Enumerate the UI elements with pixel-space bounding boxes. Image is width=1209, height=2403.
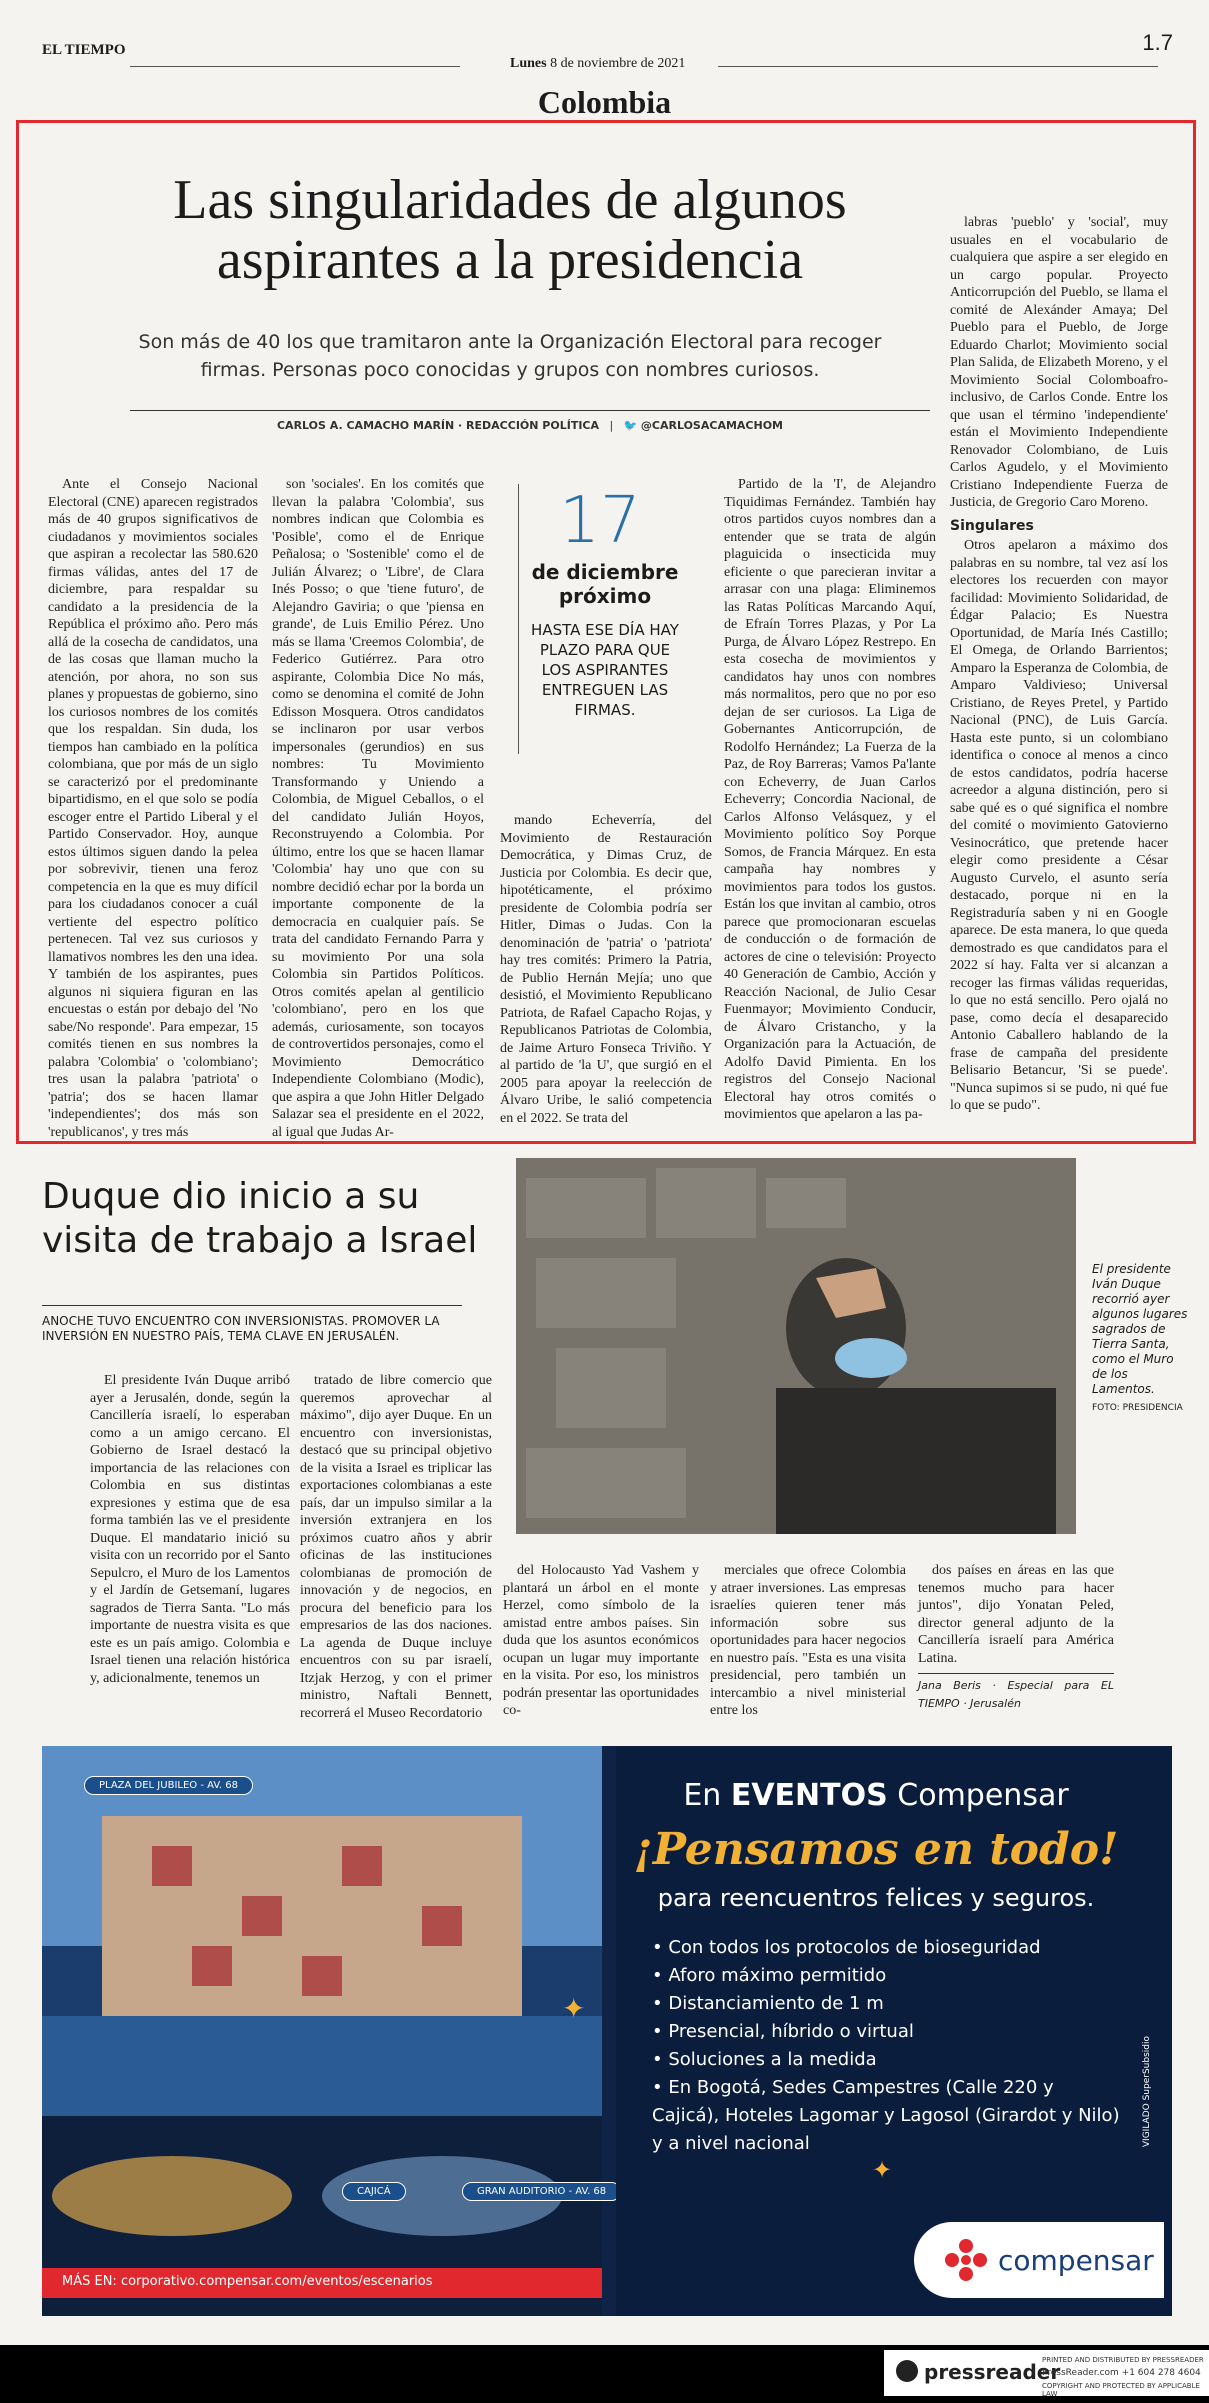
twitter-icon: 🐦: [623, 419, 638, 432]
ad-bullet: • Distanciamiento de 1 m: [652, 1993, 884, 2014]
venue-photo-collage: [42, 1746, 602, 2316]
issue-date: [510, 56, 685, 72]
pressreader-banner[interactable]: [884, 2350, 1209, 2396]
ad-bullet: • Aforo máximo permitido: [652, 1965, 887, 1986]
ad-bullet-list: [652, 1934, 1122, 2158]
article-dek: Son más de 40 los que tramitaron ante la Organización Electoral para recoger firmas. Personas poco conocidas y grupos con nombres curiosos.: [138, 331, 882, 381]
article2-column-2: tratado de libre comercio que queremos aprovechar al máximo", dijo ayer Duque. En un encuentro con inversionistas, destacó que su principal objetivo de la visita a Israel es triplicar las exportaciones colombianas a este país, dar un impulso similar a la inversión extranjera en los próximos cuatro años y abrir oficinas de las instituciones colombianas de promoción de innovación y de negocios, en procura del beneficio para los empresarios de las dos naciones. La agenda de Duque incluye encuentros con su par israelí, Itzjak Herzog, y con el primer ministro, Naftali Bennett, recorrerá el Museo Recordatorio: [300, 1373, 492, 1721]
article2-signature: Jana Beris · Especial para EL TIEMPO · Jerusalén: [918, 1673, 1114, 1712]
ad-bullet: • En Bogotá, Sedes Campestres (Calle 220 y Cajicá), Hoteles Lagomar y Lagosol (Girardot y Nilo) y a nivel nacional: [652, 2077, 1120, 2154]
section-title: Colombia: [537, 84, 672, 120]
article2-headline: Duque dio inicio a su visita de trabajo a Israel: [42, 1176, 478, 1261]
label-gran-auditorio: GRAN AUDITORIO - AV. 68: [462, 2182, 621, 2201]
photo-credit: FOTO: PRESIDENCIA: [1092, 1403, 1183, 1413]
more-info-link[interactable]: MÁS EN: corporativo.compensar.com/eventos/escenarios: [62, 2274, 433, 2289]
date-rest: 8 de noviembre de 2021: [550, 56, 686, 71]
article2-kicker: ANOCHE TUVO ENCUENTRO CON INVERSIONISTAS. PROMOVER LA INVERSIÓN EN NUESTRO PAÍS, TEMA CLAVE EN JERUSALÉN.: [42, 1305, 462, 1344]
news-photo: [516, 1158, 1076, 1534]
date-day: Lunes: [510, 56, 547, 71]
article-column-5: labras 'pueblo' y 'social', muy usuales en el vocabulario de cualquiera que aspire a ser elegido en un cargo popular. Proyecto Anticorrupción del Pueblo, se llama el comité de Alexánder Amaya; Del Pueblo para el Pueblo, de Jorge Eduardo Charlot; Movimiento social Plan Salida, de Elizabeth Moreno, y el Movimiento Social Colomboafro-inclusivo, de Carlos Conde. Entre los que usan el término 'independiente' están el Movimiento Independiente Renovador Colombiano, de Luis Carlos Agudelo, y el Movimiento Cristiano Independiente Fuerza de Justicia, de Gregorio Caro Moreno. Singulares Otros apelaron a máximo dos palabras en su nombre, tal vez así los electores los recuerden con mayor facilidad: Movimiento Solidaridad, de Édgar Palacio; Es Nuestra Oportunidad, de María Inés Castillo; El Omega, de Orlando Barrientos; Amparo la Esperanza de Colombia, de Amparo Valdivieso; Universal Cristiano, de Reyes Pretel, y Partido Nacional (PNC), de Luis García. Hasta este punto, si un colombiano identifica o conoce al menos a cinco de estos candidatos, podría hacerse acreedor a alguna distinción, pero si sabe qué es o qué significa el nombre del comité o movimiento Gatovierno Vesinocrático, que pretende hacer elegir como presidente a César Augusto Curvelo, el asunto sería destacado, porque ni en la Registraduría saben y ni en Google aparece. De esta manera, lo que queda demostrado es que candidatos para el 2022 sí hay. Falta ver si alcanzan a recoger las firmas válidas requeridas, lo que no está sencillo. Pero ojalá no pase, como decía el desaparecido Antonio Caballero hablando de la frase de campaña del presidente Belisario Betancur, 'Si se puede'. "Nunca supimos si se pudo, ni qué fue lo que se pudo".: [950, 215, 1168, 1113]
label-plaza-jubileo: PLAZA DEL JUBILEO - AV. 68: [84, 1776, 253, 1795]
article2-column-4: merciales que ofrece Colombia y atraer inversiones. Las empresas israelíes quieren tener más información sobre sus oportunidades para hacer negocios en nuestro país. "Esta es una visita presidencial, pero también un intercambio a nivel ministerial entre los: [710, 1563, 906, 1718]
ad-slogan: ¡Pensamos en todo!: [633, 1824, 1119, 1875]
twitter-handle: @CARLOSACAMACHOM: [640, 419, 783, 432]
ad-subslogan: para reencuentros felices y seguros.: [657, 1884, 1095, 1912]
photo-caption: El presidente Iván Duque recorrió ayer algunos lugares sagrados de Tierra Santa, como el Muro de los Lamentos. FOTO: PRESIDENCIA: [1092, 1262, 1192, 1416]
highlight-number: 17: [559, 484, 641, 558]
ad-bullet: • Con todos los protocolos de bioseguridad: [652, 1937, 1041, 1958]
article-column-4: Partido de la 'I', de Alejandro Tiquidimas Fernández. También hay otros partidos cuyos nombres dan a entender que se trata de algún plaguicida o insecticida muy eficiente o que parecieran invitar a arrasar con una plaga: Eliminemos las Ratas Políticas Marcando Aquí, de Efraín Torres Plazas, y Por La Purga, de Álvaro López Restrepo. En esta cosecha de movimientos y candidatos hay unos con nombres más normalitos, pero que no por eso dejan de ser curiosos. La Liga de Gobernantes Anticorrupción, de Rodolfo Hernández; La Fuerza de la Paz, de Roy Barreras; Vamos Pa'lante con Echeverry, de Juan Carlos Echeverry; Concordia Nacional, de Carlos Alfonso Velásquez, y el Movimiento político Soy Porque Somos, de Francia Márquez. En esta campaña hay nombres y movimientos para todos los gustos. Están los que invitan al cambio, otros parece que promocionaran escuelas de conducción o de formación de actores de cine o televisión: Proyecto 40 Generación de Cambio, Acción y Reacción Nacional, de Julio Cesar Fuenmayor; Movimiento Conducir, de Álvaro Cristancho, y la Organización para la Actuación, de Adolfo David Pimienta. En los registros del Consejo Nacional Electoral hay otros comités o movimientos que apelaron a las pa-: [724, 477, 936, 1122]
ad-headline: En EVENTOS Compensar: [683, 1778, 1069, 1813]
subheading: Singulares: [950, 517, 1034, 534]
pressreader-line-3: COPYRIGHT AND PROTECTED BY APPLICABLE LAW: [1042, 2382, 1200, 2398]
article-headline: Las singularidades de algunos aspirantes a la presidencia: [173, 169, 847, 291]
article-column-3: mando Echeverría, del Movimiento de Restauración Democrática, y Dimas Cruz, de Justicia por Colombia. Es decir que, hipotéticamente, el próximo presidente de Colombia podría ser Hitler, Dimas o Judas. Con la denominación de 'patria' o 'patriota' hay tres comités: Primero la Patria, de Publio Hernán Mejía; uno que desistió, el Movimiento Republicano Patriota, de Rafael Capacho Rojas, y Republicanos Patriotas de Colombia, de Jaime Arturo Fonseca Triviño. Y al partido de 'la U', que surgió en el 2005 para apoyar la reelección de Álvaro Uribe, le salió competencia en el 2022. Se trata del: [500, 813, 712, 1126]
highlight-note: HASTA ESE DÍA HAY PLAZO PARA QUE LOS ASPIRANTES ENTREGUEN LAS FIRMAS.: [531, 621, 679, 719]
newspaper-name: EL TIEMPO: [42, 42, 126, 58]
label-cajica: CAJICÁ: [342, 2182, 406, 2201]
masthead-rule-right: [718, 66, 1158, 67]
pressreader-line-1: PRINTED AND DISTRIBUTED BY PRESSREADER: [1042, 2356, 1204, 2364]
page-number: 1.7: [1142, 30, 1173, 55]
article2-column-3: del Holocausto Yad Vashem y plantará un árbol en el monte Herzel, como símbolo de la amistad entre ambos países. Sin duda que los asuntos económicos ocupan un lugar muy importante en la visita. Por eso, los ministros podrán presentar las oportunidades co-: [503, 1563, 699, 1718]
highlight-divider: [518, 484, 519, 754]
author-name: CARLOS A. CAMACHO MARÍN · REDACCIÓN POLÍTICA: [276, 419, 600, 432]
star-icon: ✦: [872, 2158, 893, 2184]
article2-column-5: dos países en áreas en las que tenemos mucho para hacer juntos", dijo Yonatan Peled, director general adjunto de la Cancillería israelí para América Latina. Jana Beris · Especial para EL TIEMPO · Jerusalén: [918, 1562, 1114, 1712]
article2-column-1: El presidente Iván Duque arribó ayer a Jerusalén, donde, según la Cancillería israelí, lo esperaban como a un amigo cercano. El Gobierno de Israel destacó la importancia de las relaciones con Colombia en sus distintas expresiones y estima que de esa forma también las ve el presidente Duque. El mandatario inició su visita con un recorrido por el Santo Sepulcro, el Muro de los Lamentos y el Jardín de Getsemaní, lugares sagrados de Tierra Santa. "Lo más importante de nuestra visita es que este es un país amigo. Colombia e Israel tienen una relación histórica y, adicionalmente, tenemos un: [90, 1373, 290, 1686]
article-column-2: son 'sociales'. En los comités que llevan la palabra 'Colombia', sus nombres indican que Colombia es 'Posible', como el de Enrique Peñalosa; o 'Sostenible' como el de Julián Álvarez; o 'Libre', de Clara Inés Posso; o que 'tiene futuro', de Alejandro Gaviria; o que 'piensa en grande', de Luis Emilio Pérez. Uno más se llama 'Creemos Colombia', de Federico Gutiérrez. Para otro aspirante, Colombia Dice No más, como se denomina el comité de John Edisson Mosquera. Otros candidatos se inclinaron por usar verbos impersonales (gerundios) en sus nombres: Tu Movimiento Transformando y Uniendo a Colombia, de Miguel Ceballos, o el del candidato Julián Hoyos, Reconstruyendo a Colombia. Por último, entre los que se hacen llamar 'Colombia' hay uno que con su nombre decidió echar por la borda un importante componente de la democracia en cualquier país. Se trata del candidato Fernando Parra y su movimiento Por una sola Colombia sin Partidos Políticos. Otros comités apelan al gentilicio 'colombiano', pero en los que además, curiosamente, son tocayos de controvertidos personajes, como el Movimiento Democrático Independiente Colombiano (Modic), que aspira a que John Hitler Delgado Salazar sea el presidente en el 2022, al igual que Judas Ar-: [272, 477, 484, 1140]
pressreader-logo-icon: [896, 2360, 918, 2382]
star-icon: ✦: [562, 1994, 586, 2025]
pressreader-line-2: PressReader.com +1 604 278 4604: [1042, 2368, 1201, 2378]
ad-bullet: • Soluciones a la medida: [652, 2049, 877, 2070]
masthead-rule-left: [130, 66, 460, 67]
ad-bullet: • Presencial, híbrido o virtual: [652, 2021, 914, 2042]
compensar-logo-icon: [942, 2238, 990, 2282]
pressreader-logo-text: pressreader: [924, 2360, 1061, 2384]
article-column-1: Ante el Consejo Nacional Electoral (CNE) aparecen registrados más de 40 grupos significativos de ciudadanos y movimientos sociales que aspiran a recolectar las 580.620 firmas válidas, antes del 17 de diciembre, para respaldar su candidato a la presidencia de la República el próximo año. Pero más allá de la cosecha de candidatos, una de las cosas que llaman mucho la atención, por ahora, no son sus planes y propuestas de gobierno, sino los curiosos nombres de los comités que los respaldan. Sin duda, los tiempos han cambiado en la política colombiana, que por más de un siglo se caracterizó por el predominante bipartidismo, en el que solo se podía escoger entre el Partido Liberal y el Partido Conservador. Hoy, aunque estos últimos siguen dando la pelea por sobrevivir, tienen una feroz competencia en la que es muy difícil para los ciudadanos conocer a cuál vertiente del espectro político pertenecen. Tal vez sus curiosos y llamativos nombres les den una idea. Y también de los aspirantes, pues algunos ni siquiera figuran en las encuestas o están por debajo del 'No sabe/No responde'. Para empezar, 15 comités tienen en sus nombres la palabra 'Colombia' o 'colombiano'; tres usan la palabra 'patriota' o 'patria'; dos se hacen llamar 'independientes'; dos más son 'republicanos', y tres más: [48, 477, 258, 1140]
byline: CARLOS A. CAMACHO MARÍN · REDACCIÓN POLÍTICA | 🐦 @CARLOSACAMACHOM: [130, 410, 930, 432]
compensar-ad[interactable]: [42, 1746, 1172, 2316]
highlight-date: de diciembre próximo: [531, 560, 679, 608]
vigilado-label: VIGILADO SuperSubsidio: [1142, 2036, 1152, 2148]
compensar-logo-text: compensar: [998, 2244, 1154, 2277]
